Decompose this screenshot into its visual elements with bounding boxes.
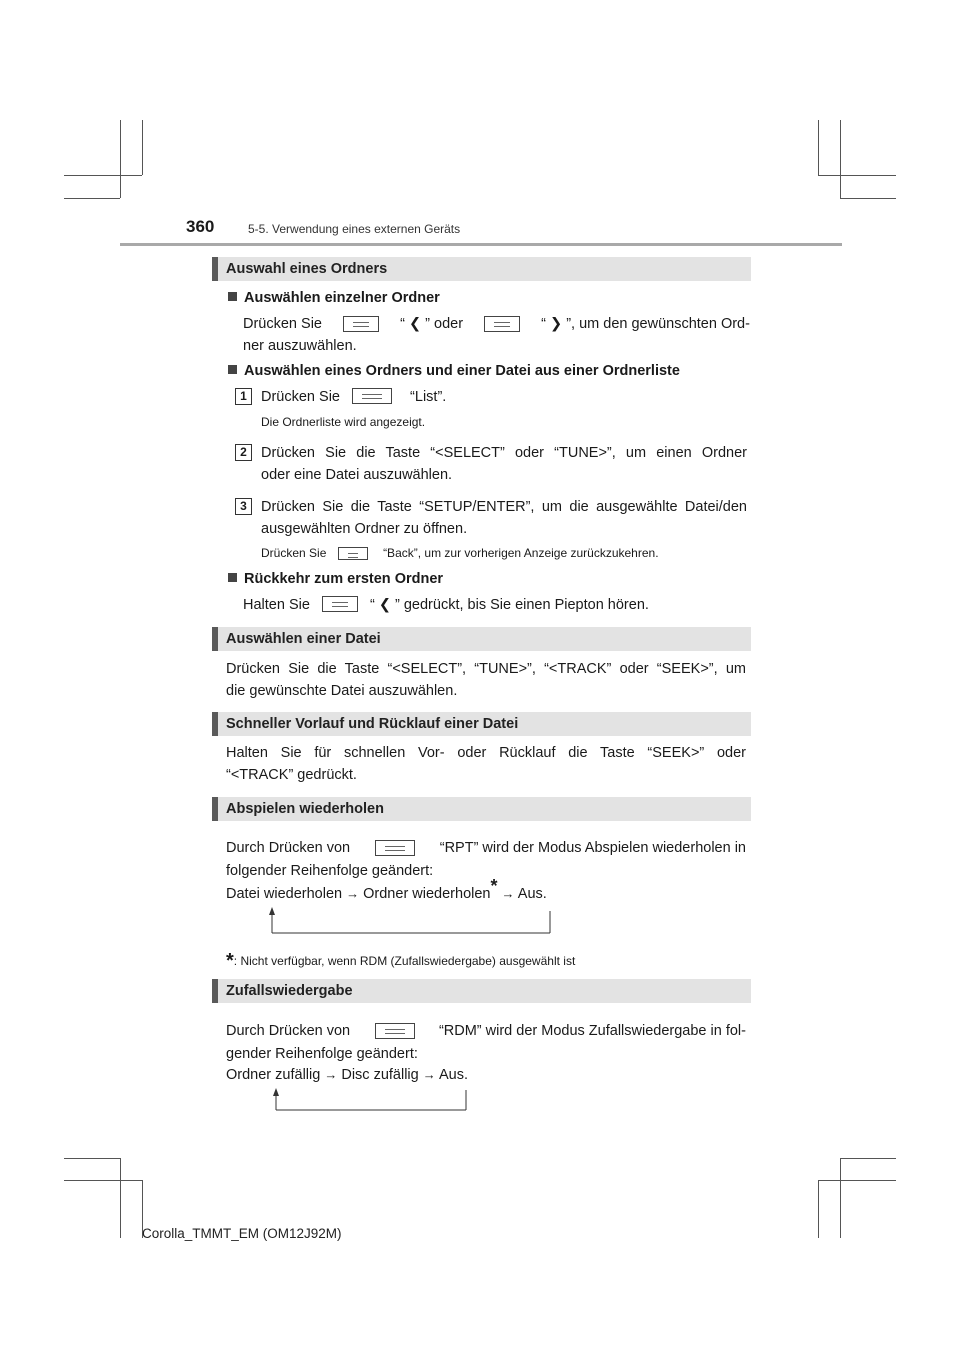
paragraph: Halten Sie für schnellen Vor- oder Rücklauf die Taste “SEEK>” oder bbox=[226, 745, 746, 761]
crop-mark bbox=[64, 1158, 120, 1159]
paragraph: “<TRACK” gedrückt. bbox=[226, 767, 357, 783]
text: Durch Drücken von bbox=[226, 1023, 351, 1039]
square-bullet-icon bbox=[228, 292, 237, 301]
step-text: ausgewählten Ordner zu öffnen. bbox=[261, 521, 468, 537]
paragraph bbox=[226, 837, 746, 859]
rdm-button-icon bbox=[375, 1023, 415, 1039]
text: Drücken Sie bbox=[243, 316, 322, 332]
subheading-folder-list bbox=[228, 363, 680, 379]
arrow-right-icon: → bbox=[422, 1067, 436, 1082]
crop-mark bbox=[64, 1180, 142, 1181]
repeat-sequence bbox=[226, 876, 547, 905]
crop-mark bbox=[818, 120, 819, 175]
list-button-icon bbox=[352, 388, 392, 404]
step-note: Die Ordnerliste wird angezeigt. bbox=[261, 415, 426, 429]
crop-mark bbox=[818, 1180, 819, 1238]
text: “List”. bbox=[410, 389, 447, 405]
arrow-right-icon: → bbox=[501, 886, 515, 901]
subheading-text: Auswählen eines Ordners und einer Datei aus einer Ordnerliste bbox=[244, 363, 680, 379]
text: “ ❮ ” gedrückt, bis Sie einen Piepton hören. bbox=[369, 597, 649, 613]
crop-mark bbox=[64, 175, 142, 176]
step-text: Drücken Sie die Taste “SETUP/ENTER”, um die ausgewählte Datei/den bbox=[261, 499, 747, 515]
loop-back-arrow-icon bbox=[262, 905, 562, 937]
text: Aus. bbox=[517, 886, 547, 902]
step-number: 3 bbox=[235, 498, 252, 515]
paragraph: die gewünschte Datei auszuwählen. bbox=[226, 683, 458, 699]
arrow-right-icon: → bbox=[346, 886, 360, 901]
text: Disc zufällig bbox=[341, 1067, 419, 1083]
text: Ordner zufällig bbox=[226, 1067, 321, 1083]
square-bullet-icon bbox=[228, 573, 237, 582]
paragraph: gender Reihenfolge geändert: bbox=[226, 1046, 418, 1062]
back-button-icon bbox=[338, 547, 368, 560]
crop-mark bbox=[64, 198, 120, 199]
step-text bbox=[261, 386, 446, 408]
paragraph bbox=[226, 1020, 746, 1042]
crop-mark bbox=[818, 1180, 896, 1181]
text: “Back”, um zur vorherigen Anzeige zurückzukehren. bbox=[383, 546, 659, 560]
text: “RPT” wird der Modus Abspielen wiederholen in bbox=[439, 840, 746, 856]
seek-forward-button-icon bbox=[484, 316, 520, 332]
step-text: oder eine Datei auszuwählen. bbox=[261, 467, 453, 483]
step-note bbox=[261, 546, 659, 560]
document-footer: Corolla_TMMT_EM (OM12J92M) bbox=[142, 1226, 342, 1241]
crop-mark bbox=[840, 1158, 896, 1159]
asterisk: * bbox=[490, 876, 498, 897]
subheading-text: Rückkehr zum ersten Ordner bbox=[244, 571, 444, 587]
square-bullet-icon bbox=[228, 365, 237, 374]
text: Aus. bbox=[438, 1067, 468, 1083]
text: “ ❯ ”, um den gewünschten Ord- bbox=[541, 316, 750, 332]
crop-mark bbox=[120, 120, 121, 198]
footnote bbox=[226, 950, 575, 973]
text: Drücken Sie bbox=[261, 546, 327, 560]
crop-mark bbox=[840, 198, 896, 199]
crop-mark bbox=[120, 1158, 121, 1238]
section-title: 5-5. Verwendung eines externen Geräts bbox=[248, 222, 461, 236]
step-number: 2 bbox=[235, 444, 252, 461]
asterisk: * bbox=[226, 950, 234, 972]
header-divider bbox=[120, 243, 842, 246]
subheading-single-folder bbox=[228, 290, 440, 306]
section-heading-file: Auswählen einer Datei bbox=[212, 627, 751, 651]
seek-back-button-icon bbox=[343, 316, 379, 332]
paragraph: Drücken Sie die Taste “<SELECT”, “TUNE>”, “<TRACK” oder “SEEK>”, um bbox=[226, 661, 746, 677]
paragraph bbox=[243, 313, 750, 357]
random-sequence bbox=[226, 1064, 468, 1086]
section-heading-fast-forward: Schneller Vorlauf und Rücklauf einer Datei bbox=[212, 712, 751, 736]
loop-back-arrow-icon bbox=[266, 1086, 476, 1116]
text: “ ❮ ” oder bbox=[400, 316, 464, 332]
text: Durch Drücken von bbox=[226, 840, 351, 856]
crop-mark bbox=[840, 120, 841, 198]
paragraph: folgender Reihenfolge geändert: bbox=[226, 863, 434, 879]
text: Halten Sie bbox=[243, 597, 310, 613]
rpt-button-icon bbox=[375, 840, 415, 856]
seek-back-button-icon bbox=[322, 596, 358, 612]
section-heading-repeat: Abspielen wiederholen bbox=[212, 797, 751, 821]
subheading-text: Auswählen einzelner Ordner bbox=[244, 290, 440, 306]
page-number: 360 bbox=[186, 217, 215, 236]
text: : Nicht verfügbar, wenn RDM (Zufallswiedergabe) ausgewählt ist bbox=[233, 954, 576, 968]
text: “RDM” wird der Modus Zufallswiedergabe in fol- bbox=[438, 1023, 746, 1039]
section-heading-folder: Auswahl eines Ordners bbox=[212, 257, 751, 281]
subheading-first-folder bbox=[228, 571, 443, 587]
text: ner auszuwählen. bbox=[243, 338, 357, 354]
text: Datei wiederholen bbox=[226, 886, 343, 902]
crop-mark bbox=[818, 175, 896, 176]
crop-mark bbox=[142, 120, 143, 175]
text: Ordner wiederholen bbox=[363, 886, 491, 902]
paragraph bbox=[243, 594, 649, 616]
section-heading-random: Zufallswiedergabe bbox=[212, 979, 751, 1003]
step-text: Drücken Sie die Taste “<SELECT” oder “TUNE>”, um einen Ordner bbox=[261, 445, 747, 461]
text: Drücken Sie bbox=[261, 389, 340, 405]
arrow-right-icon: → bbox=[324, 1067, 338, 1082]
step-number: 1 bbox=[235, 388, 252, 405]
crop-mark bbox=[840, 1158, 841, 1238]
